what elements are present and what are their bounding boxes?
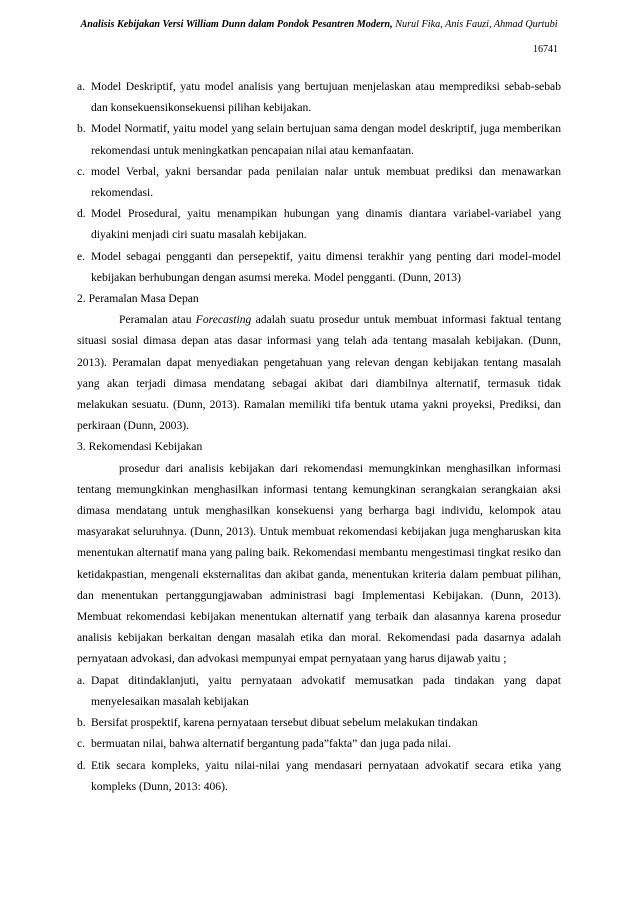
list-item-label: c. xyxy=(77,737,86,751)
list-item xyxy=(77,246,561,288)
list-item-label: d. xyxy=(77,207,86,221)
list-item-label: a. xyxy=(77,673,86,687)
list-item-label: c. xyxy=(77,164,86,178)
section-heading-forecasting: 2. Peramalan Masa Depan xyxy=(77,292,199,306)
list-item-text: Model sebagai pengganti dan persepektif, yaitu dimensi terakhir yang penting dari model-model kebijakan berhubungan dengan asumsi mereka. Model pengganti. (Dunn, 2013) xyxy=(91,249,561,284)
list-item-label: a. xyxy=(77,80,86,93)
list-item-text: bermuatan nilai, bahwa alternatif bergantung pada”fakta” dan juga pada nilai. xyxy=(91,737,452,751)
list-item-text: model Verbal, yakni bersandar pada penilaian nalar untuk membuat prediksi dan menawarkan rekomendasi. xyxy=(91,164,561,200)
header-title: Analisis Kebijakan Versi William Dunn dalam Pondok Pesantren Modern, xyxy=(80,19,393,30)
list-item-text: Dapat ditindaklanjuti, yaitu pernyataan advokatif memusatkan pada tindakan yang dapat menyelesaikan masalah kebijakan xyxy=(91,673,561,708)
list-item xyxy=(77,733,561,754)
paragraph-text: Peramalan atau xyxy=(119,313,196,327)
header-authors: Nurul Fika, Anis Fauzi, Ahmad Qurtubi xyxy=(392,19,558,30)
list-item xyxy=(77,670,561,712)
list-item-label: b. xyxy=(77,716,86,730)
paragraph-text: adalah suatu prosedur untuk membuat informasi faktual tentang situasi sosial dimasa depan atas dasar informasi yang telah ada tentang masalah kebijakan. (Dunn, 2013). Peramalan dapat menyediakan pengetahuan yang relevan dengan kebijakan tentang masalah yang akan terjadi dimasa mendatang sebagai akibat dari diambilnya alternatif, termasuk tidak melakukan sesuatu. (Dunn, 2013). Ramalan memiliki tifa bentuk utama yakni proyeksi, Prediksi, dan perkiraan (Dunn, 2003). xyxy=(77,313,561,433)
list-item xyxy=(77,712,561,733)
list-item-label: d. xyxy=(77,758,86,772)
list-item-text: Model Prosedural, yaitu menampikan hubungan yang dinamis diantara variabel-variabel yang diyakini menjadi ciri suatu masalah kebijakan. xyxy=(91,207,561,242)
list-item-label: e. xyxy=(77,249,86,263)
paragraph-forecasting xyxy=(77,309,561,436)
italic-term: Forecasting xyxy=(195,313,252,327)
section-heading-recommendation: 3. Rekomendasi Kebijakan xyxy=(77,440,203,454)
list-item xyxy=(77,76,561,118)
list-item-text: Bersifat prospektif, karena pernyataan tersebut dibuat sebelum melakukan tindakan xyxy=(91,716,478,730)
page-body xyxy=(77,76,561,797)
page-number: 16741 xyxy=(533,44,558,55)
list-item xyxy=(77,118,561,160)
list-item xyxy=(77,203,561,245)
running-header xyxy=(0,18,638,31)
list-item-text: Model Deskriptif, yatu model analisis yang bertujuan menjelaskan atau memprediksi sebab-sebab dan konsekuensikonsekuensi pilihan kebijakan. xyxy=(91,80,561,115)
list-item xyxy=(77,755,561,797)
paragraph-recommendation: prosedur dari analisis kebijakan dari rekomendasi memungkinkan menghasilkan informasi tentang memungkinkan menghasilkan informasi tentang kemungkinan serangkaian serangkaian aksi dimasa mendatang untuk menghasilkan konsekuensi yang berharga bagi individu, kelompok atau masyarakat seluruhnya. (Dunn, 2013). Untuk membuat rekomendasi kebijakan juga mengharuskan kita menentukan alternatif mana yang paling baik. Rekomendasi membantu mengestimasi tingkat resiko dan ketidakpastian, mengenali eksternalitas dan akibat ganda, menentukan kriteria dalam pembuat pilihan, dan menentukan pertanggungjawaban administrasi bagi Implementasi Kebijakan. (Dunn, 2013). Membuat rekomendasi kebijakan menentukan alternatif yang terbaik dan alasannya karena prosedur analisis kebijakan berkaitan dengan masalah etika dan moral. Rekomendasi pada dasarnya adalah pernyataan advokasi, dan advokasi mempunyai empat pernyataan yang harus dijawab yaitu ; xyxy=(77,461,561,666)
list-item-text: Model Normatif, yaitu model yang selain bertujuan sama dengan model deskriptif, juga memberikan rekomendasi untuk meningkatkan pencapaian nilai atau kemanfaatan. xyxy=(91,122,561,157)
list-item-label: b. xyxy=(77,122,86,136)
list-item xyxy=(77,161,561,203)
list-item-text: Etik secara kompleks, yaitu nilai-nilai yang mendasari pernyataan advokatif secara etika yang kompleks (Dunn, 2013: 406). xyxy=(91,758,561,793)
